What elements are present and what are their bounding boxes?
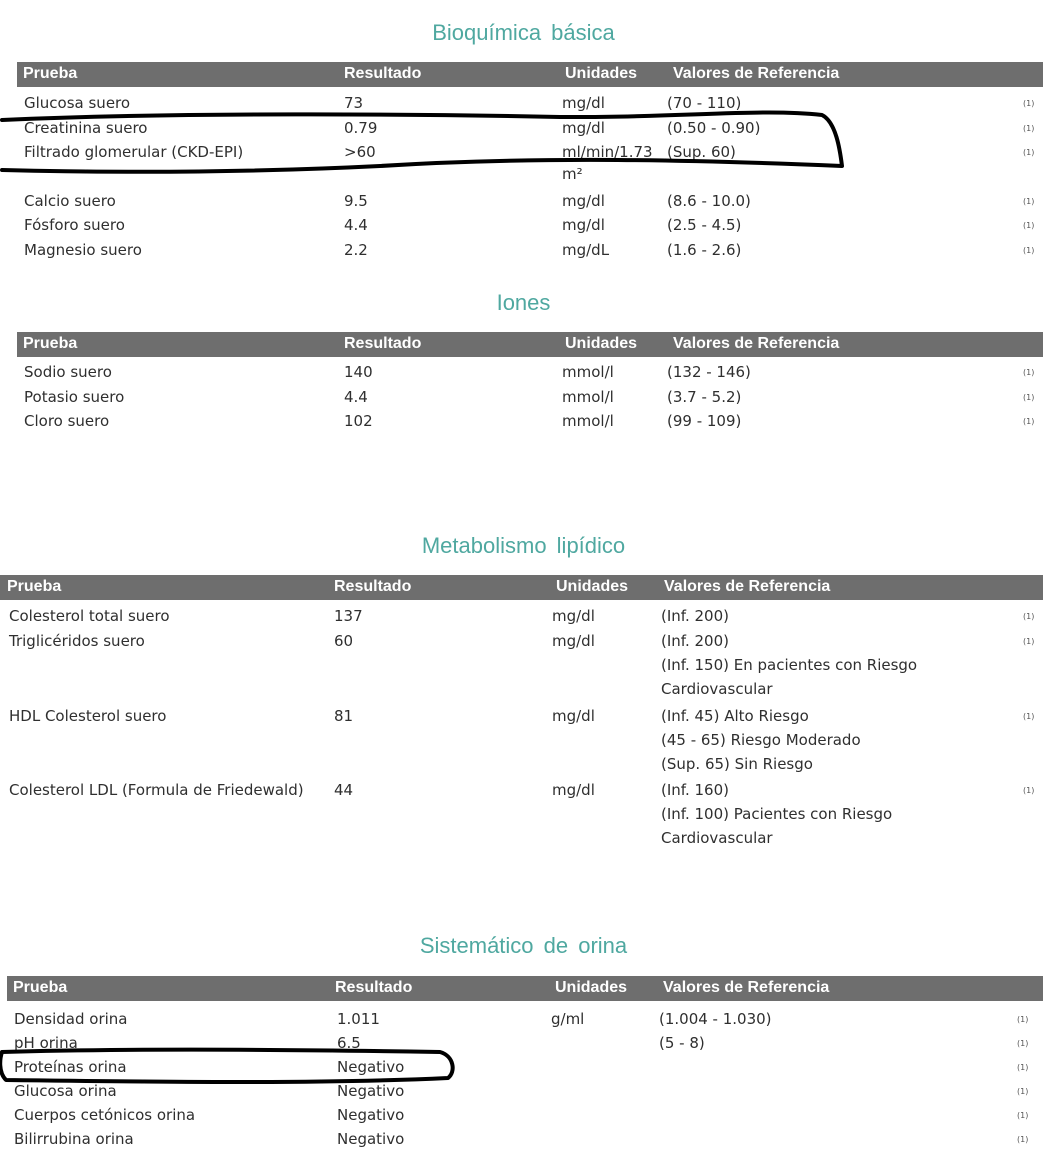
table-header-iones	[17, 332, 1043, 357]
test-name: Creatinina suero	[24, 119, 148, 137]
footnote-marker: (1)	[1023, 637, 1035, 646]
section-title-orina: Sistemático de orina	[419, 933, 628, 958]
test-units: ml/min/1.73	[562, 143, 653, 161]
footnote-marker: (1)	[1023, 612, 1035, 621]
header-result: Resultado	[335, 979, 413, 996]
test-ref: (70 - 110)	[667, 94, 742, 112]
header-units: Unidades	[555, 979, 628, 996]
test-units: g/ml	[551, 1010, 585, 1028]
test-result: 0.79	[344, 119, 378, 137]
test-result: 4.4	[344, 216, 368, 234]
table-header-orina	[7, 976, 1043, 1001]
test-result: 9.5	[344, 192, 368, 210]
test-result: 44	[334, 781, 354, 799]
test-name: Proteínas orina	[14, 1058, 127, 1076]
test-name: Magnesio suero	[24, 241, 142, 259]
footnote-marker: (1)	[1023, 368, 1035, 377]
footnote-marker: (1)	[1017, 1063, 1029, 1072]
header-test: Prueba	[23, 65, 78, 82]
test-name: Calcio suero	[24, 192, 116, 210]
footnote-marker: (1)	[1023, 197, 1035, 206]
table-header-lipidico	[0, 575, 1043, 600]
test-units: mg/dl	[562, 192, 605, 210]
footnote-marker: (1)	[1023, 712, 1035, 721]
test-name: Glucosa suero	[24, 94, 131, 112]
test-result: 73	[344, 94, 364, 112]
test-result: Negativo	[337, 1106, 405, 1124]
test-result: Negativo	[337, 1082, 405, 1100]
test-ref: (2.5 - 4.5)	[667, 216, 742, 234]
table-header-bioquimica	[17, 62, 1043, 87]
footnote-marker: (1)	[1023, 124, 1035, 133]
header-test: Prueba	[7, 578, 62, 595]
header-units: Unidades	[565, 65, 638, 82]
test-result: Negativo	[337, 1058, 405, 1076]
test-name: Colesterol total suero	[9, 607, 170, 625]
header-test: Prueba	[23, 335, 78, 352]
test-result: 137	[334, 607, 363, 625]
section-title-iones: Iones	[496, 290, 551, 315]
footnote-marker: (1)	[1023, 786, 1035, 795]
test-result: 4.4	[344, 388, 368, 406]
test-units: mg/dl	[552, 607, 595, 625]
test-ref: (1.6 - 2.6)	[667, 241, 742, 259]
test-result: 81	[334, 707, 354, 725]
test-units: mmol/l	[562, 388, 614, 406]
footnote-marker: (1)	[1023, 417, 1035, 426]
test-name: Bilirrubina orina	[14, 1130, 134, 1148]
test-units: mmol/l	[562, 363, 614, 381]
footnote-marker: (1)	[1023, 246, 1035, 255]
test-name: Filtrado glomerular (CKD-EPI)	[24, 143, 244, 161]
test-ref: (3.7 - 5.2)	[667, 388, 742, 406]
test-ref: (Sup. 60)	[667, 143, 736, 161]
test-name: Densidad orina	[14, 1010, 128, 1028]
test-result: 2.2	[344, 241, 368, 259]
test-ref: (Inf. 200)	[661, 607, 729, 625]
section-title-bioquimica: Bioquímica básica	[432, 20, 615, 45]
header-ref: Valores de Referencia	[673, 65, 840, 82]
test-result: 102	[344, 412, 373, 430]
footnote-marker: (1)	[1017, 1039, 1029, 1048]
test-ref: (132 - 146)	[667, 363, 751, 381]
test-ref: (5 - 8)	[659, 1034, 705, 1052]
header-ref: Valores de Referencia	[673, 335, 840, 352]
test-ref: (1.004 - 1.030)	[659, 1010, 772, 1028]
test-result: 1.011	[337, 1010, 380, 1028]
test-units: mg/dl	[552, 781, 595, 799]
test-units: mg/dl	[552, 707, 595, 725]
test-units: mg/dl	[562, 119, 605, 137]
test-ref: (Inf. 160) (Inf. 100) Pacientes con Riesgo Cardiovascular	[661, 781, 893, 847]
test-name: pH orina	[14, 1034, 78, 1052]
test-name: Glucosa orina	[14, 1082, 117, 1100]
footnote-marker: (1)	[1023, 148, 1035, 157]
footnote-marker: (1)	[1017, 1111, 1029, 1120]
test-units: mg/dl	[552, 632, 595, 650]
footnote-marker: (1)	[1017, 1087, 1029, 1096]
test-units: mg/dl	[562, 216, 605, 234]
header-result: Resultado	[334, 578, 412, 595]
test-result: >60	[344, 143, 376, 161]
test-name: Fósforo suero	[24, 216, 125, 234]
test-ref: (Inf. 45) Alto Riesgo (45 - 65) Riesgo Moderado (Sup. 65) Sin Riesgo	[661, 707, 861, 773]
test-ref: (0.50 - 0.90)	[667, 119, 761, 137]
header-result: Resultado	[344, 65, 422, 82]
test-result: 6.5	[337, 1034, 361, 1052]
footnote-marker: (1)	[1023, 221, 1035, 230]
footnote-marker: (1)	[1023, 393, 1035, 402]
header-test: Prueba	[13, 979, 68, 996]
header-result: Resultado	[344, 335, 422, 352]
test-name: HDL Colesterol suero	[9, 707, 167, 725]
header-ref: Valores de Referencia	[663, 979, 830, 996]
header-ref: Valores de Referencia	[664, 578, 831, 595]
test-units: mg/dL	[562, 241, 610, 259]
header-units: Unidades	[565, 335, 638, 352]
test-name: Sodio suero	[24, 363, 112, 381]
test-result: Negativo	[337, 1130, 405, 1148]
test-units: mg/dl	[562, 94, 605, 112]
test-name: Potasio suero	[24, 388, 125, 406]
footnote-marker: (1)	[1023, 99, 1035, 108]
test-result: 140	[344, 363, 373, 381]
header-units: Unidades	[556, 578, 629, 595]
test-name: Cuerpos cetónicos orina	[14, 1106, 196, 1124]
test-name: Triglicéridos suero	[9, 632, 145, 650]
test-name: Colesterol LDL (Formula de Friedewald)	[9, 781, 304, 799]
test-ref: (99 - 109)	[667, 412, 742, 430]
test-ref: (Inf. 200) (Inf. 150) En pacientes con Riesgo Cardiovascular	[661, 632, 918, 698]
footnote-marker: (1)	[1017, 1015, 1029, 1024]
test-units: mmol/l	[562, 412, 614, 430]
test-result: 60	[334, 632, 354, 650]
test-units-extra: m²	[562, 165, 583, 183]
test-name: Cloro suero	[24, 412, 110, 430]
section-title-lipidico: Metabolismo lipídico	[421, 533, 626, 558]
footnote-marker: (1)	[1017, 1135, 1029, 1144]
test-ref: (8.6 - 10.0)	[667, 192, 751, 210]
